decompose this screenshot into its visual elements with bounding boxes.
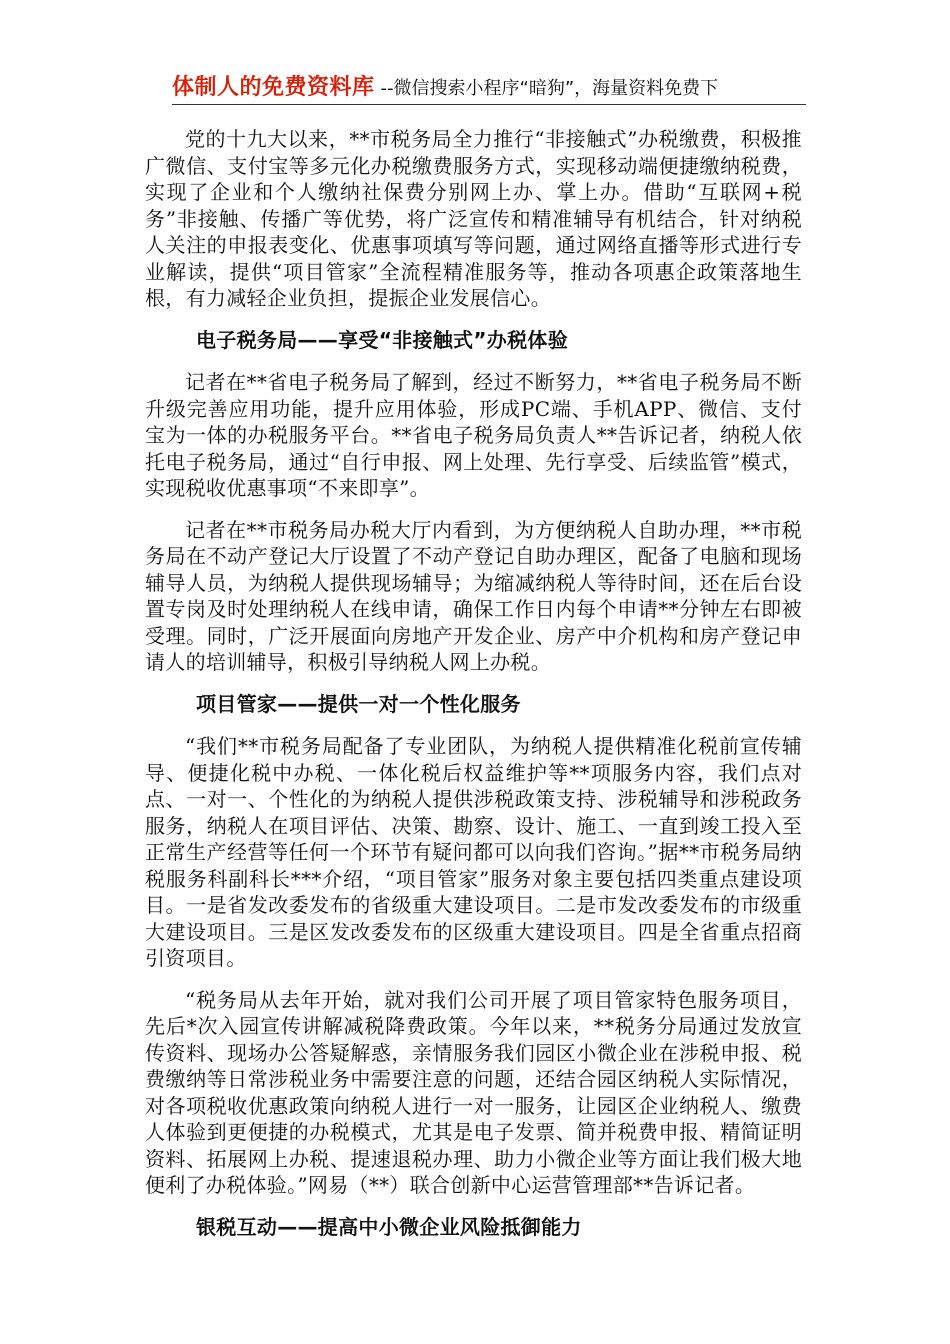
article-body [145,126,802,1256]
project-steward-paragraph-1: “我们**市税务局配备了专业团队，为纳税人提供精准化税前宣传辅导、便捷化税中办税、一体化税后权益维护等**项服务内容，我们点对点、一对一、个性化的为纳税人提供涉税政策支持、涉税辅导和涉税政务服务，纳税人在项目评估、决策、勘察、设计、施工、一直到竣工投入至正常生产经营等任何一个环节有疑问都可以向我们咨询。”据**市税务局纳税服务科副科长***介绍，“项目管家”服务对象主要包括四类重点建设项目。一是省发改委发布的省级重大建设项目。二是市发改委发布的市级重大建设项目。三是区发改委发布的区级重大建设项目。四是全省重点招商引资项目。 [145,734,802,970]
e-tax-paragraph-2: 记者在**市税务局办税大厅内看到，为方便纳税人自助办理，**市税务局在不动产登记大厅设置了不动产登记自助办理区，配备了电脑和现场辅导人员，为纳税人提供现场辅导；为缩减纳税人等待时间，还在后台设置专岗及时处理纳税人在线申请，确保工作日内每个申请**分钟左右即被受理。同时，广泛开展面向房地产开发企业、房产中介机构和房产登记申请人的培训辅导，积极引导纳税人网上办税。 [145,517,802,674]
header-tagline: --微信搜索小程序“暗狗”，海量资料免费下 [380,78,719,99]
header-brand: 体制人的免费资料库 [172,75,375,100]
intro-paragraph: 党的十九大以来，**市税务局全力推行“非接触式”办税缴费，积极推广微信、支付宝等多元化办税缴费服务方式，实现移动端便捷缴纳税费，实现了企业和个人缴纳社保费分别网上办、掌上办。借助“互联网+税务”非接触、传播广等优势，将广泛宣传和精准辅导有机结合，针对纳税人关注的申报表变化、优惠事项填写等问题，通过网络直播等形式进行专业解读，提供“项目管家”全流程精准服务等，推动各项惠企政策落地生根，有力减轻企业负担，提振企业发展信心。 [145,127,802,310]
project-steward-paragraph-2: “税务局从去年开始，就对我们公司开展了项目管家特色服务项目，先后*次入园宣传讲解减税降费政策。今年以来，**税务分局通过发放宣传资料、现场办公答疑解惑，亲情服务我们园区小微企业在涉税申报、税费缴纳等日常涉税业务中需要注意的问题，还结合园区纳税人实际情况，对各项税收优惠政策向纳税人进行一对一服务，让园区企业纳税人、缴费人体验到更便捷的办税模式，尤其是电子发票、简并税费申报、精简证明资料、拓展网上办税、提速退税办理、助力小微企业等方面让我们极大地便利了办税体验。”网易（**）联合创新中心运营管理部**告诉记者。 [145,987,802,1197]
section-heading-project-steward: 项目管家——提供一对一个性化服务 [196,691,521,716]
e-tax-paragraph-1: 记者在**省电子税务局了解到，经过不断努力，**省电子税务局不断升级完善应用功能，提升应用体验，形成PC端、手机APP、微信、支付宝为一体的办税服务平台。**省电子税务局负责人**告诉记者，纳税人依托电子税务局，通过“自行申报、网上处理、先行享受、后续监管”模式，实现税收优惠事项“不来即享”。 [145,370,802,500]
section-heading-bank-tax-interaction: 银税互动——提高中小微企业风险抵御能力 [196,1214,582,1239]
page-header [172,70,806,105]
section-heading-e-tax-bureau: 电子税务局——享受“非接触式”办税体验 [196,327,568,352]
